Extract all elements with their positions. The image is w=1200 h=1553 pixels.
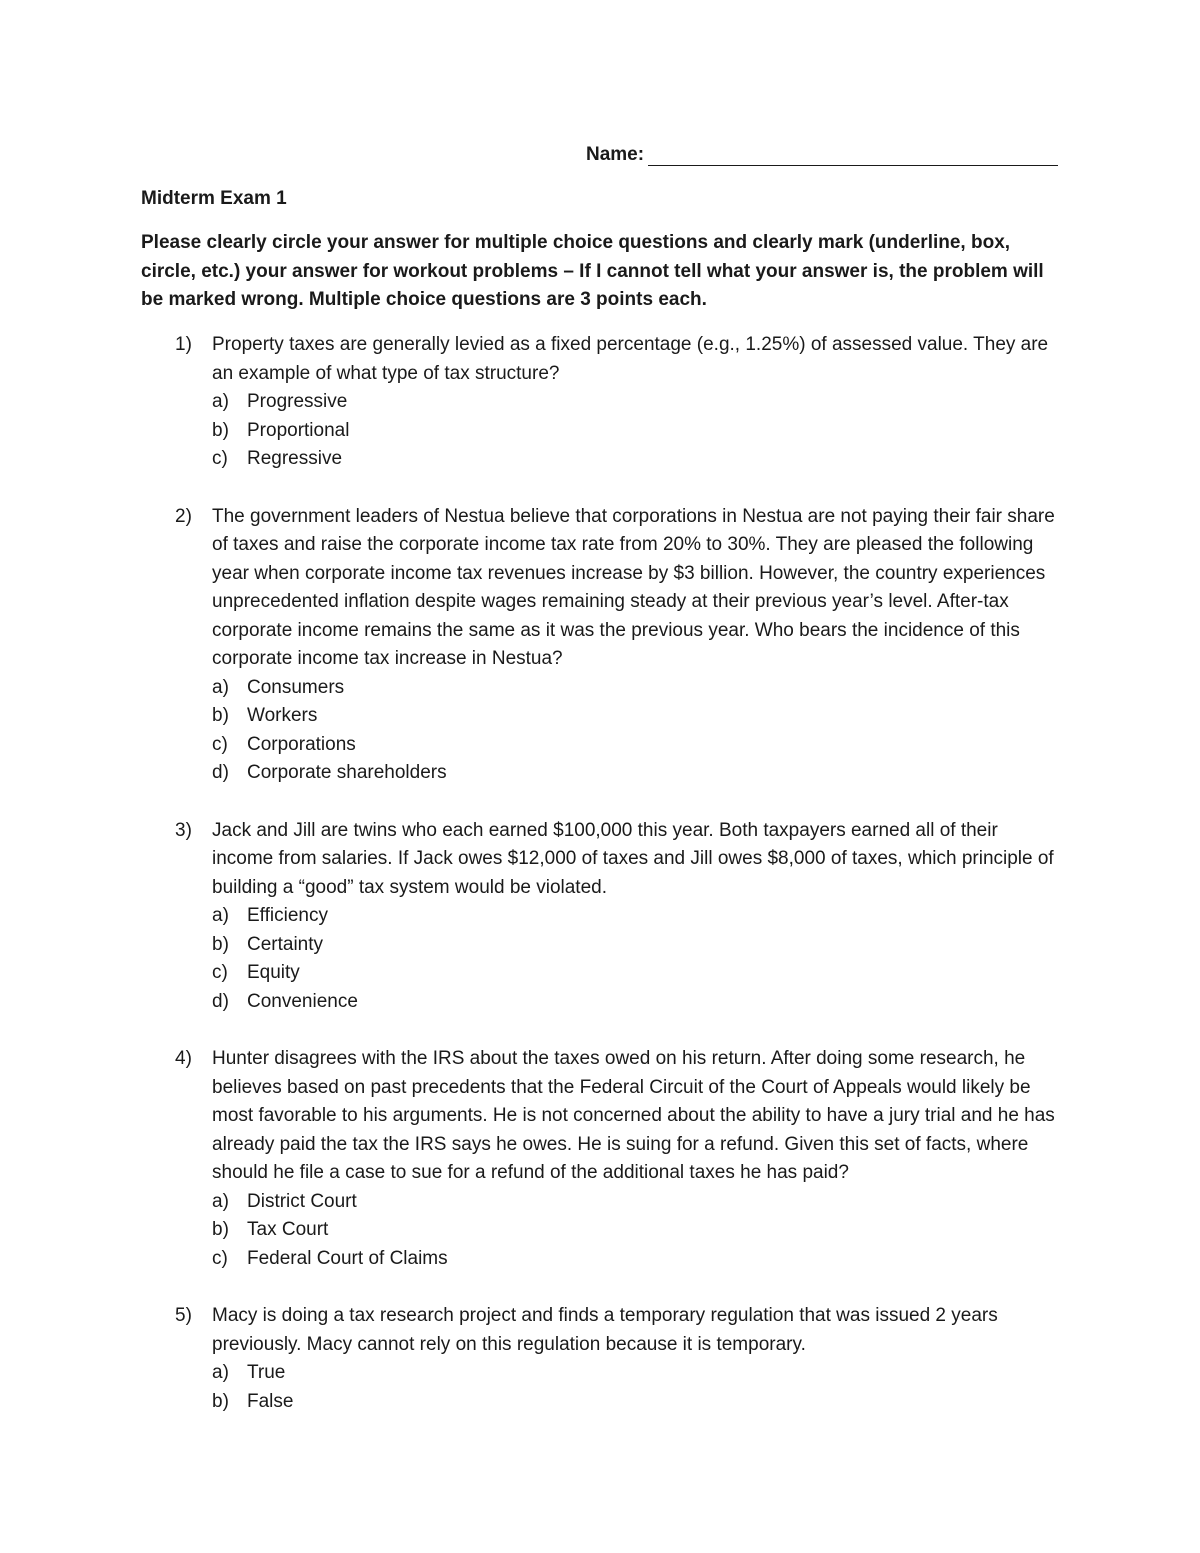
option-letter: c) [212,1247,228,1269]
answer-option-d[interactable] [212,759,1061,788]
answer-options [212,388,1061,474]
option-text: Certainty [247,933,324,955]
option-text: Corporate shareholders [247,762,447,783]
option-letter: b) [212,419,229,441]
answer-options [212,674,1061,788]
option-text: Regressive [247,448,343,469]
option-letter: b) [212,1219,229,1240]
question-4 [141,1045,1061,1273]
answer-option-b[interactable] [212,1388,1061,1417]
option-text: Equity [247,962,300,983]
name-field-row [586,143,1058,166]
answer-options [212,902,1061,1016]
name-label: Name: [586,144,645,165]
option-text: Corporations [247,733,356,755]
answer-option-c[interactable] [212,1245,1061,1274]
answer-option-d[interactable] [212,988,1061,1017]
question-5 [141,1302,1061,1416]
option-letter: a) [212,1362,229,1383]
exam-title: Midterm Exam 1 [141,188,287,209]
question-list [141,331,1061,1445]
answer-option-a[interactable] [212,674,1061,703]
answer-option-b[interactable] [212,931,1061,960]
question-number: 5) [175,1305,192,1326]
option-text: District Court [247,1190,357,1212]
option-letter: d) [212,762,229,783]
question-text: The government leaders of Nestua believe that corporations in Nestua are not paying their fair share of taxes and raise the corporate income tax rate from 20% to 30%. They are pleased the following year when corporate income tax revenues increase by $3 billion. However, the country experiences unprecedented inflation despite wages remaining steady at their previous year’s level. After-tax corporate income remains the same as it was the previous year. Who bears the incidence of this corporate income tax increase in Nestua? [212,505,1055,669]
option-letter: b) [212,705,229,726]
question-number: 2) [175,505,192,527]
question-2 [141,503,1061,788]
answer-options [212,1359,1061,1416]
option-text: Workers [247,705,318,726]
option-letter: b) [212,933,229,955]
option-text: Federal Court of Claims [247,1247,448,1269]
answer-option-a[interactable] [212,1359,1061,1388]
name-blank-line[interactable] [648,143,1058,166]
option-text: Efficiency [247,905,328,926]
option-letter: b) [212,1390,229,1412]
question-1 [141,331,1061,474]
answer-option-c[interactable] [212,731,1061,760]
question-text: Jack and Jill are twins who each earned $100,000 this year. Both taxpayers earned all of their income from salaries. If Jack owes $12,000 of taxes and Jill owes $8,000 of taxes, which principle of building a “good” tax system would be violated. [212,819,1054,898]
question-number: 4) [175,1048,192,1069]
option-text: Progressive [247,391,348,412]
question-text: Hunter disagrees with the IRS about the taxes owed on his return. After doing some research, he believes based on past precedents that the Federal Circuit of the Court of Appeals would likely be most favorable to his arguments. He is not concerned about the ability to have a jury trial and he has already paid the tax the IRS says he owes. He is suing for a refund. Given this set of facts, where should he file a case to sue for a refund of the additional taxes he has paid? [212,1048,1055,1183]
question-3 [141,817,1061,1017]
answer-option-a[interactable] [212,388,1061,417]
option-letter: a) [212,676,229,698]
answer-option-c[interactable] [212,959,1061,988]
option-text: Proportional [247,419,350,441]
answer-option-b[interactable] [212,1216,1061,1245]
answer-option-c[interactable] [212,445,1061,474]
answer-option-b[interactable] [212,417,1061,446]
option-letter: c) [212,733,228,755]
question-text: Macy is doing a tax research project and finds a temporary regulation that was issued 2 years previously. Macy cannot rely on this regulation because it is temporary. [212,1305,998,1355]
question-text: Property taxes are generally levied as a fixed percentage (e.g., 1.25%) of assessed value. They are an example of what type of tax structure? [212,334,1049,384]
option-letter: d) [212,990,229,1012]
question-number: 1) [175,334,192,355]
option-letter: c) [212,962,228,983]
answer-options [212,1188,1061,1274]
option-text: True [247,1362,286,1383]
option-text: Convenience [247,990,358,1012]
option-letter: c) [212,448,228,469]
option-text: Tax Court [247,1219,329,1240]
answer-option-a[interactable] [212,902,1061,931]
answer-option-b[interactable] [212,702,1061,731]
option-text: Consumers [247,676,345,698]
answer-option-a[interactable] [212,1188,1061,1217]
option-letter: a) [212,905,229,926]
option-text: False [247,1390,294,1412]
option-letter: a) [212,1190,229,1212]
question-number: 3) [175,819,192,841]
exam-instructions: Please clearly circle your answer for multiple choice questions and clearly mark (underline, box, circle, etc.) your answer for workout problems – If I cannot tell what your answer is, the problem will be marked wrong. Multiple choice questions are 3 points each. [141,232,1044,310]
option-letter: a) [212,391,229,412]
